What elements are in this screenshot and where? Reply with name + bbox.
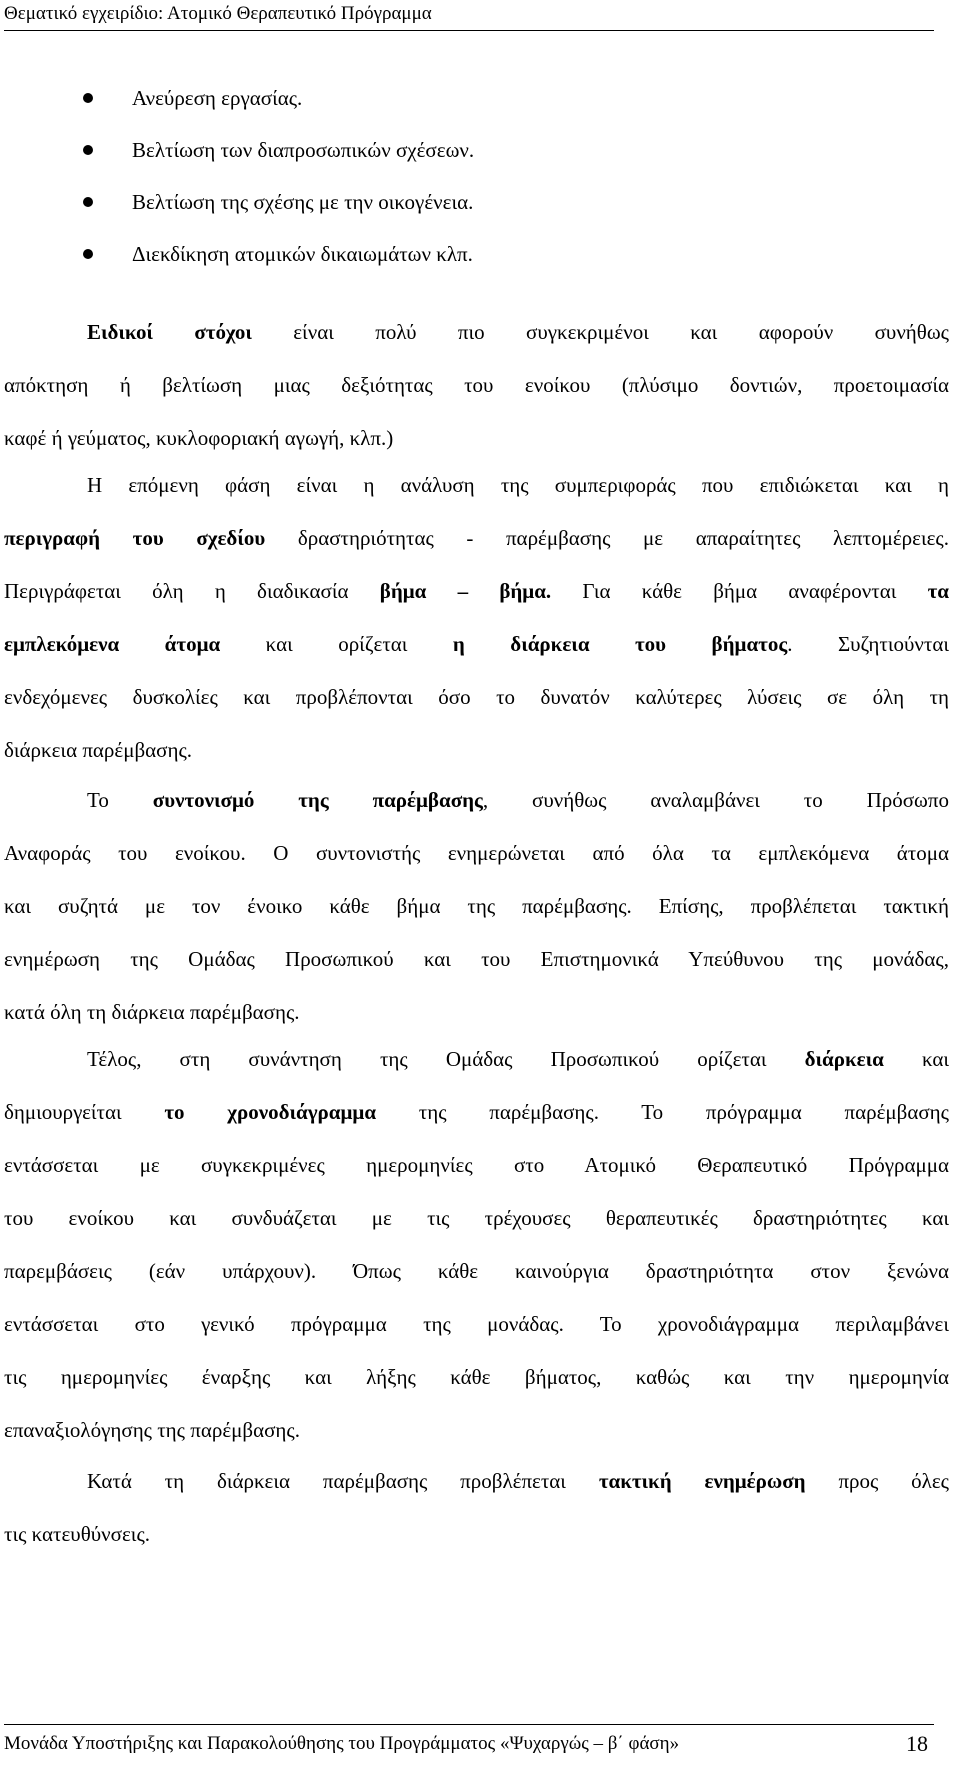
bullet-icon (83, 249, 93, 259)
running-header: Θεματικό εγχειρίδιο: Ατομικό Θεραπευτικό Πρόγραμμα (4, 3, 432, 24)
goals-bullet-list (4, 72, 949, 280)
bullet-icon (83, 93, 93, 103)
footer-text: Μονάδα Υποστήριξης και Παρακολούθησης του Προγράμματος «Ψυχαργώς – β΄ φάση» (4, 1733, 680, 1754)
list-item: Βελτίωση της σχέσης με την οικογένεια. (4, 176, 949, 228)
paragraph-behavior-analysis: Η επόμενη φάση είναι η ανάλυση της συμπεριφοράς που επιδιώκεται και η περιγραφή του σχεδίου δραστηριότητας - παρέμβασης με απαραίτητες λεπτομέρειες. Περιγράφεται όλη η διαδικασία βήμα – βήμα. Για κάθε βήμα αναφέρονται τα εμπλεκόμενα άτομα και ορίζεται η διάρκεια του βήματος. Συζητιούνται ενδεχόμενες δυσκολίες και προβλέπονται όσο το δυνατόν καλύτερες λύσεις σε όλη τη διάρκεια παρέμβασης. (4, 473, 949, 762)
paragraph-schedule: Τέλος, στη συνάντηση της Ομάδας Προσωπικού ορίζεται διάρκεια και δημιουργείται το χρονοδιάγραμμα της παρέμβασης. Το πρόγραμμα παρέμβασης εντάσσεται με συγκεκριμένες ημερομηνίες στο Ατομικό Θεραπευτικό Πρόγραμμα του ενοίκου και συνδυάζεται με τις τρέχουσες θεραπευτικές δραστηριότητες και παρεμβάσεις (εάν υπάρχουν). Όπως κάθε καινούργια δραστηριότητα στον ξενώνα εντάσσεται στο γενικό πρόγραμμα της μονάδας. Το χρονοδιάγραμμα περιλαμβάνει τις ημερομηνίες έναρξης και λήξης κάθε βήματος, καθώς και την ημερομηνία επαναξιολόγησης της παρέμβασης. (4, 1047, 949, 1442)
bullet-icon (83, 145, 93, 155)
running-footer (4, 1730, 934, 1758)
page-number: 18 (906, 1731, 928, 1756)
paragraph-coordination: Το συντονισμό της παρέμβασης, συνήθως αναλαμβάνει το Πρόσωπο Αναφοράς του ενοίκου. Ο συντονιστής ενημερώνεται από όλα τα εμπλεκόμενα άτομα και συζητά με τον ένοικο κάθε βήμα της παρέμβασης. Επίσης, προβλέπεται τακτική ενημέρωση της Ομάδας Προσωπικού και του Επιστημονικά Υπεύθυνου της μονάδας, κατά όλη τη διάρκεια παρέμβασης. (4, 788, 949, 1024)
list-item: Διεκδίκηση ατομικών δικαιωμάτων κλπ. (4, 228, 949, 280)
paragraph-specific-goals: Ειδικοί στόχοι είναι πολύ πιο συγκεκριμένοι και αφορούν συνήθως απόκτηση ή βελτίωση μιας δεξιότητας του ενοίκου (πλύσιμο δοντιών, προετοιμασία καφέ ή γεύματος, κυκλοφοριακή αγωγή, κλπ.) (4, 320, 949, 450)
list-item: Ανεύρεση εργασίας. (4, 72, 949, 124)
bullet-icon (83, 197, 93, 207)
footer-rule (4, 1724, 934, 1725)
list-item: Βελτίωση των διαπροσωπικών σχέσεων. (4, 124, 949, 176)
header-rule (4, 30, 934, 31)
paragraph-updates: Κατά τη διάρκεια παρέμβασης προβλέπεται τακτική ενημέρωση προς όλες τις κατευθύνσεις. (4, 1469, 949, 1546)
